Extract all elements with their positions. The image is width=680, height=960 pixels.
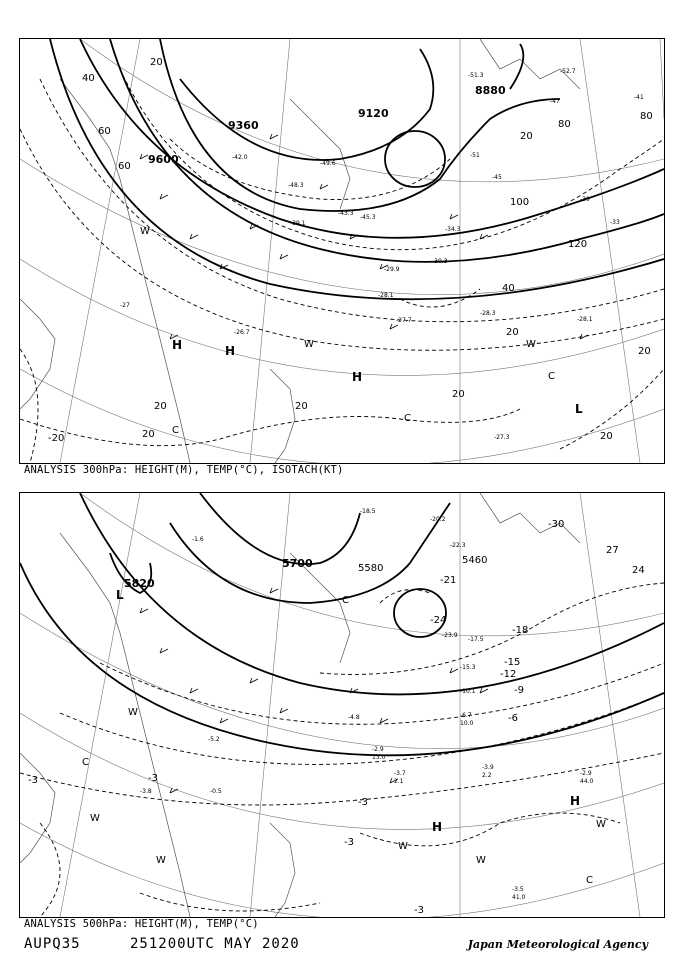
isotach-label: 80 [640,111,653,122]
isotach-label: 100 [510,197,530,208]
high-pressure-mark: H [432,820,443,834]
temp-label: -12 [500,669,517,680]
obs-value: -1.6 [192,536,204,543]
isotach-label: 120 [568,239,588,250]
obs-value: -52.7 [560,68,576,75]
obs-value: -43.3 [338,210,354,217]
warm-mark: W [526,339,536,350]
obs-value: -2.9 [372,746,384,753]
high-pressure-mark: H [172,338,183,352]
temp-label: -18 [512,625,529,636]
obs-value: -20.2 [430,516,446,523]
temp-label: 20 [142,429,155,440]
cold-mark: C [82,757,89,768]
height-label: 5580 [358,563,384,574]
obs-value: 44.0 [580,778,594,785]
height-label: 5700 [282,557,313,570]
obs-value: -27 [120,302,130,309]
height-label: 9360 [228,119,259,132]
low-pressure-mark: L [575,402,583,416]
warm-mark: W [398,841,408,852]
isotach-label: 80 [558,119,571,130]
warm-mark: W [304,339,314,350]
obs-value: -22.3 [450,542,466,549]
temp-label: -3 [28,775,38,786]
obs-value: -4.8 [348,714,360,721]
obs-value: -28.1 [577,316,593,323]
cold-mark: C [548,371,555,382]
obs-value: -34.3 [445,226,461,233]
obs-value: -42.0 [232,154,248,161]
agency-name: Japan Meteorological Agency [467,938,648,951]
caption-300hpa: ANALYSIS 300hPa: HEIGHT(M), TEMP(°C), ISOTACH(KT) [24,464,344,476]
obs-value: -45 [492,174,502,181]
obs-value: -27.3 [494,434,510,441]
cold-mark: C [404,413,411,424]
bulletin-code: AUPQ35 [24,936,81,952]
obs-value: 13.0 [372,754,386,761]
obs-value: -3.8 [140,788,152,795]
low-pressure-mark: L [116,588,124,602]
temp-label: 24 [632,565,645,576]
temp-label: -30 [548,519,565,530]
temp-label: -9 [514,685,524,696]
obs-value: -15.3 [460,664,476,671]
cold-mark: C [172,425,179,436]
map-panel-300hpa [19,38,665,464]
obs-value: -17.5 [468,636,484,643]
obs-value: -6.7 [460,712,472,719]
map-300hpa [20,39,664,463]
temp-label: -20 [48,433,65,444]
obs-value: -27.7 [396,317,412,324]
obs-value: -41 [634,94,644,101]
obs-value: -45.3 [360,214,376,221]
analysis-time: 251200UTC MAY 2020 [130,936,300,952]
height-label: 5460 [462,555,488,566]
temp-label: 20 [452,389,465,400]
obs-value: 41.0 [512,894,526,901]
obs-value: 2.1 [394,778,404,785]
caption-500hpa: ANALYSIS 500hPa: HEIGHT(M), TEMP(°C) [24,918,259,930]
map-panel-500hpa [19,492,665,918]
obs-value: 2.2 [482,772,492,779]
isotach-label: 60 [118,161,131,172]
height-label: 8880 [475,84,506,97]
height-label: 5820 [124,577,155,590]
temp-label: 20 [520,131,533,142]
map-500hpa [20,493,664,917]
temperature-contours [20,583,664,917]
temp-label: 20 [154,401,167,412]
temp-label: 20 [506,327,519,338]
obs-value: -18.5 [360,508,376,515]
temp-label: -15 [504,657,521,668]
height-label: 9600 [148,153,179,166]
warm-mark: W [128,707,138,718]
isotach-label: 40 [82,73,95,84]
warm-mark: W [596,819,606,830]
obs-value: -29.9 [384,266,400,273]
warm-mark: W [90,813,100,824]
isotach-label: 20 [150,57,163,68]
high-pressure-mark: H [225,344,236,358]
obs-value: -26.7 [234,329,250,336]
obs-value: -47 [550,98,560,105]
obs-value: -39.1 [290,220,306,227]
obs-value: -48.3 [288,182,304,189]
obs-value: -49.6 [320,160,336,167]
isotach-label: 60 [98,126,111,137]
isotach-label: 40 [502,283,515,294]
temp-label: 20 [600,431,613,442]
warm-mark: W [140,226,150,237]
obs-value: -28.3 [480,310,496,317]
temp-label: -21 [440,575,457,586]
obs-value: -3.9 [482,764,494,771]
cold-mark: C [586,875,593,886]
obs-value: -3.5 [512,886,524,893]
coastline [20,39,580,463]
temp-label: -6 [508,713,518,724]
warm-mark: W [476,855,486,866]
obs-value: -0.5 [210,788,222,795]
height-label: 9120 [358,107,389,120]
longitude-lines [60,493,640,917]
temp-label: 27 [606,545,619,556]
longitude-lines [60,39,664,463]
obs-value: -3.7 [394,770,406,777]
temp-label: -3 [414,905,424,916]
height-contours [20,493,664,755]
temp-label: -24 [430,615,447,626]
obs-value: -2.9 [580,770,592,777]
warm-mark: W [156,855,166,866]
obs-value: -51.3 [468,72,484,79]
height-contours [50,39,664,299]
temp-label: 20 [295,401,308,412]
high-pressure-mark: H [570,794,581,808]
obs-value: -10.1 [460,688,476,695]
high-pressure-mark: H [352,370,363,384]
obs-value: -28.1 [378,292,394,299]
temp-label: 20 [638,346,651,357]
obs-value: -51 [470,152,480,159]
obs-value: -39 [580,196,590,203]
obs-value: -5.2 [208,736,220,743]
temp-label: -3 [344,837,354,848]
obs-value: -23.9 [442,632,458,639]
temp-label: -3 [358,797,368,808]
temp-label: -3 [148,773,158,784]
obs-value: -30.3 [432,258,448,265]
cold-mark: C [342,595,349,606]
obs-value: -33 [610,219,620,226]
obs-value: 10.0 [460,720,474,727]
